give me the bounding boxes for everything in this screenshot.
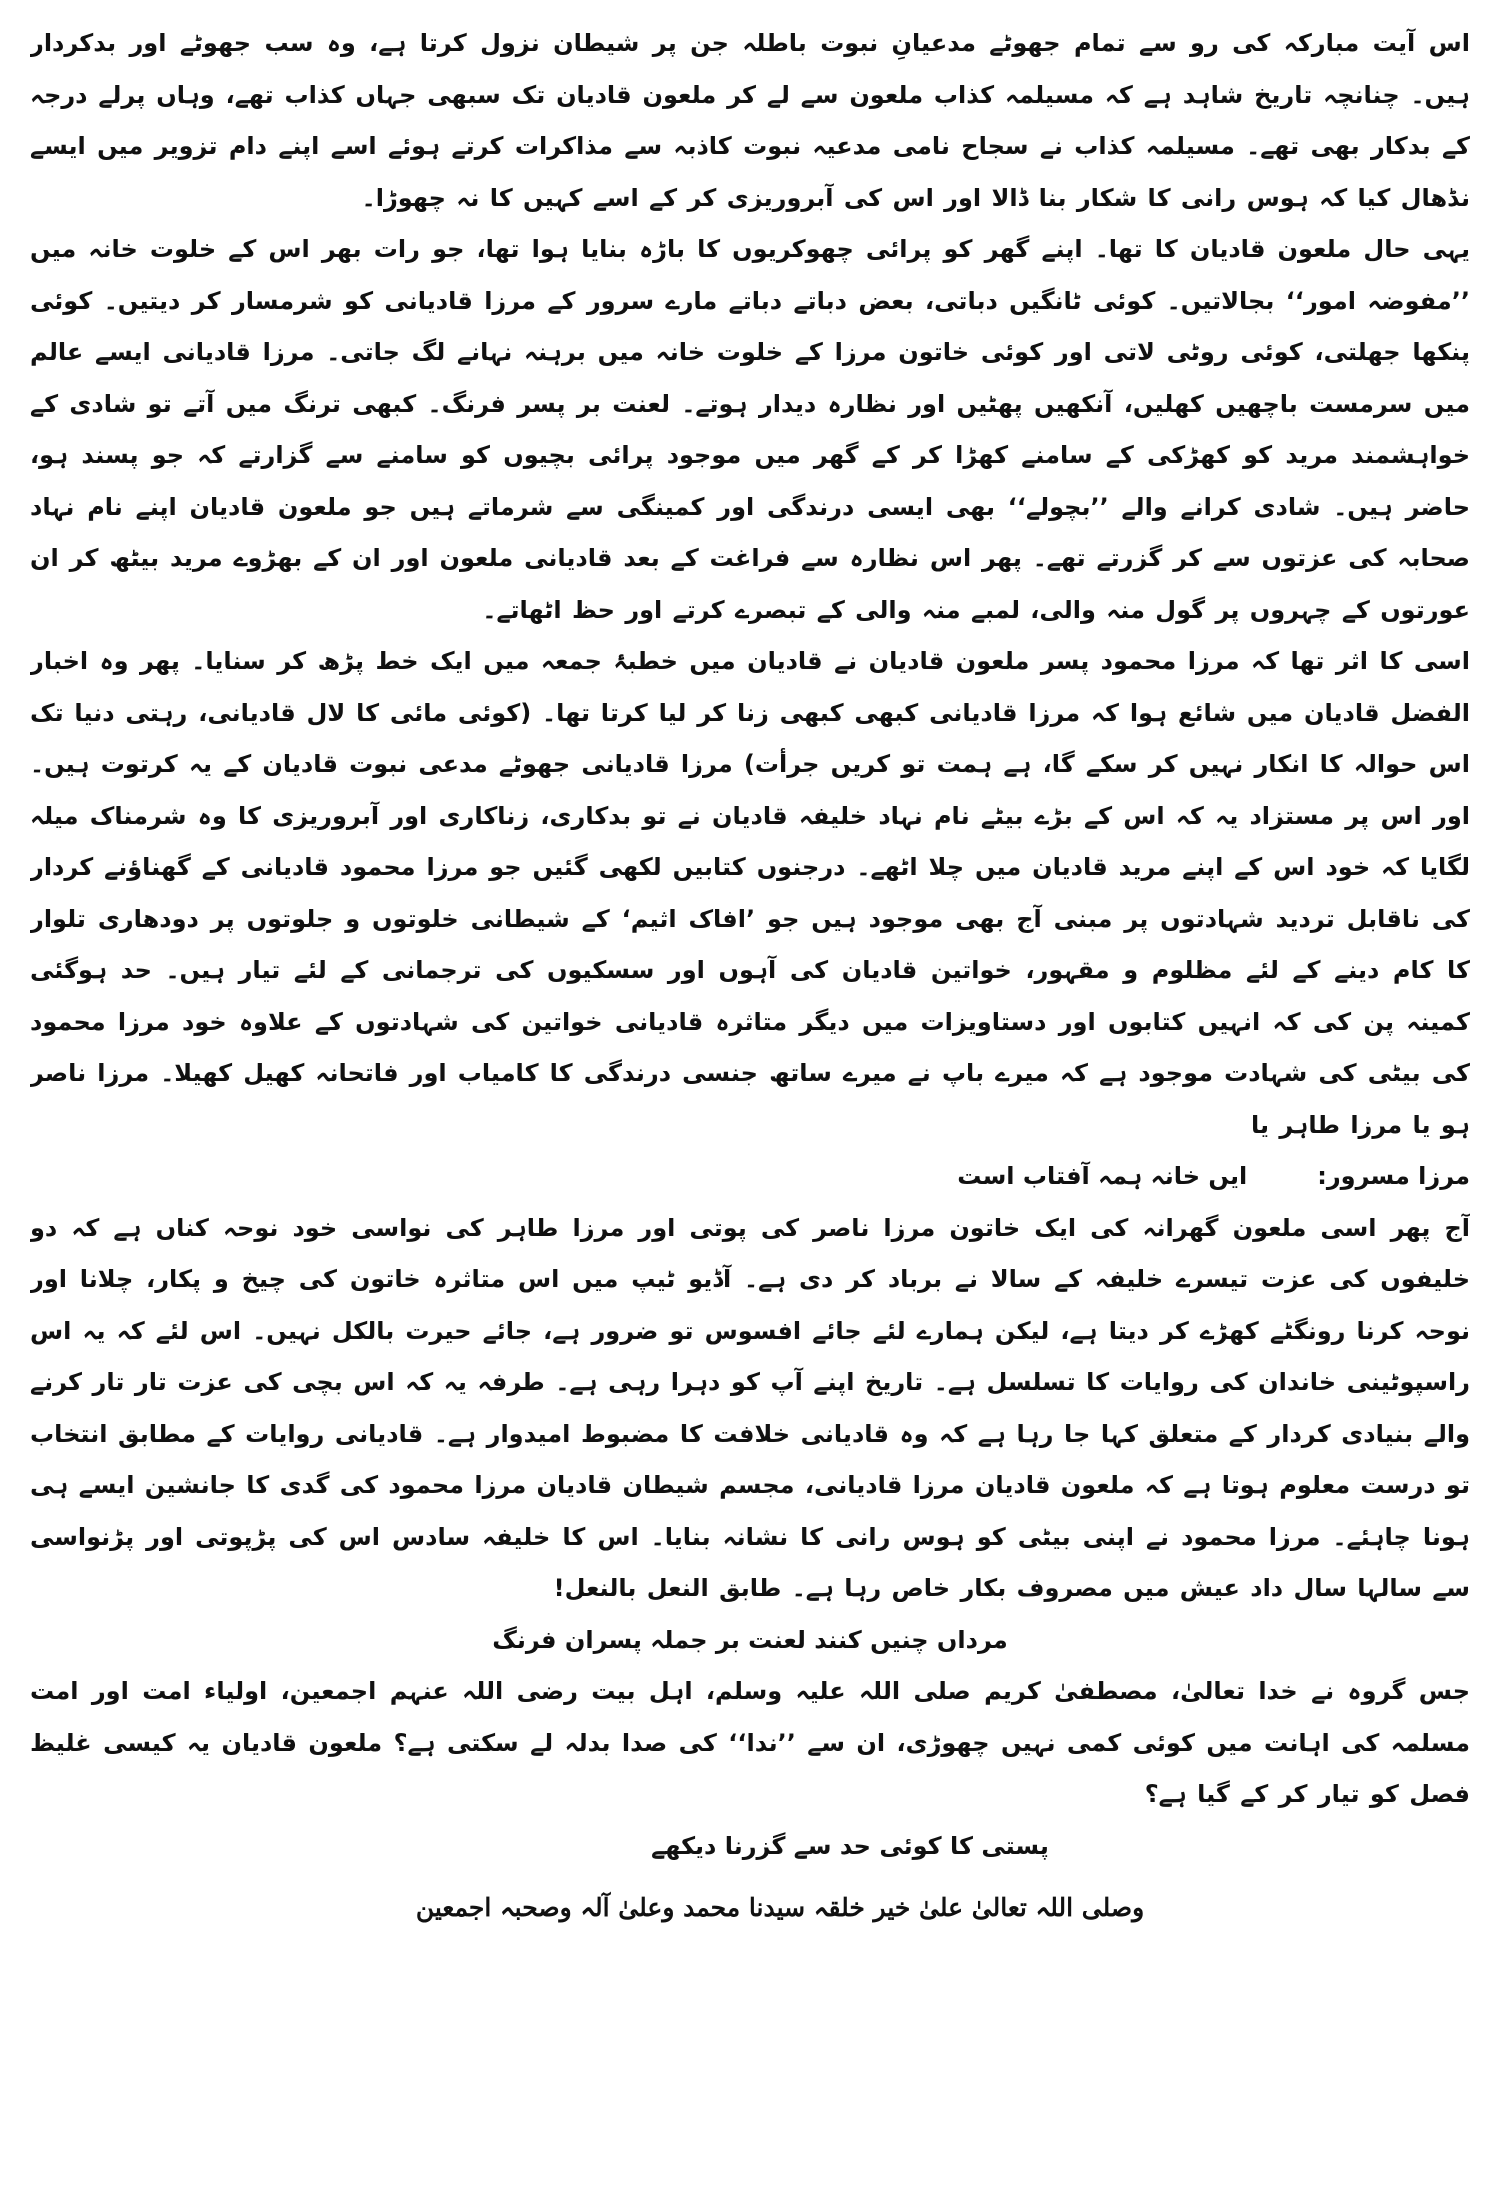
paragraph-5: جس گروہ نے خدا تعالیٰ، مصطفیٰ کریم صلی اللہ علیہ وسلم، اہل بیت رضی اللہ عنہم اجمعین، اولیاء امت اور امت مسلمہ کی اہانت میں کوئی کمی نہیں چھوڑی، ان سے ’’ندا‘‘ کی صدا بدلہ لے سکتی ہے؟ ملعون قادیان یہ کیسی غلیظ فصل کو تیار کر کے گیا ہے؟ (30, 1677, 1470, 1808)
paragraph-2: یہی حال ملعون قادیان کا تھا۔ اپنے گھر کو پرائی چھوکریوں کا باڑہ بنایا ہوا تھا، جو رات بھر اس کے خلوت خانہ میں ’’مفوضہ امور‘‘ بجالاتیں۔ کوئی ٹانگیں دباتی، بعض دباتے دباتے مارے سرور کے مرزا قادیانی کو شرمسار کر دیتیں۔ کوئی پنکھا جھلتی، کوئی روٹی لاتی اور کوئی خاتون مرزا کے خلوت خانہ میں برہنہ نہانے لگ جاتی۔ مرزا قادیانی ایسے عالم میں سرمست باچھیں کھلیں، آنکھیں پھٹیں اور نظارہ دیدار ہوتے۔ لعنت بر پسر فرنگ۔ کبھی ترنگ میں آتے تو شادی کے خواہشمند مرید کو کھڑکی کے سامنے کھڑا کر کے گھر میں موجود پرائی بچیوں کو سامنے سے گزارتے کہ جو پسند ہو، حاضر ہیں۔ شادی کرانے والے ’’بچولے‘‘ بھی ایسی درندگی اور کمینگی سے شرماتے ہیں جو ملعون قادیان اپنے نام نہاد صحابہ کی عزتوں سے کر گزرتے تھے۔ پھر اس نظارہ سے فراغت کے بعد قادیانی ملعون اور ان کے بھڑوے مرید بیٹھ کر ان عورتوں کے چہروں پر گول منہ والی، لمبے منہ والی کے تبصرے کرتے اور حظ اٹھاتے۔ (30, 235, 1470, 624)
rubric-name: مرزا مسرور: (1317, 1162, 1470, 1190)
rubric-phrase: ایں خانہ ہمہ آفتاب است (957, 1162, 1248, 1190)
paragraph-1: اس آیت مبارکہ کی رو سے تمام جھوٹے مدعیانِ نبوت باطلہ جن پر شیطان نزول کرتا ہے، وہ سب جھوٹے اور بدکردار ہیں۔ چنانچہ تاریخ شاہد ہے کہ مسیلمہ کذاب ملعون سے لے کر ملعون قادیان تک سبھی جہاں کذاب تھے، وہاں پرلے درجہ کے بدکار بھی تھے۔ مسیلمہ کذاب نے سجاح نامی مدعیہ نبوت کاذبہ سے مذاکرات کرتے ہوئے اسے اپنے دام تزویر میں ایسے نڈھال کیا کہ ہوس رانی کا شکار بنا ڈالا اور اس کی آبروریزی کر کے اسے کہیں کا نہ چھوڑا۔ (30, 29, 1470, 212)
article-page (30, 18, 1470, 2178)
persian-verse: مرداں چنیں کنند لعنت بر جملہ پسران فرنگ (492, 1625, 1008, 1654)
urdu-verse: پستی کا کوئی حد سے گزرنا دیکھے (651, 1831, 1049, 1860)
closing-salutation: وصلی اللہ تعالیٰ علیٰ خیر خلقہ سیدنا محمد وعلیٰ آلہ وصحبہ اجمعین (415, 1893, 1145, 1922)
paragraph-3: اسی کا اثر تھا کہ مرزا محمود پسر ملعون قادیان نے قادیان میں خطبۂ جمعہ میں ایک خط پڑھ کر سنایا۔ پھر وہ اخبار الفضل قادیان میں شائع ہوا کہ مرزا قادیانی کبھی کبھی زنا کر لیا کرتا تھا۔ (کوئی مائی کا لال قادیانی، رہتی دنیا تک اس حوالہ کا انکار نہیں کر سکے گا، ہے ہمت تو کریں جرأت) مرزا قادیانی جھوٹے مدعی نبوت قادیان کے یہ کرتوت ہیں۔ اور اس پر مستزاد یہ کہ اس کے بڑے بیٹے نام نہاد خلیفہ قادیان نے تو بدکاری، زناکاری اور آبروریزی کا وہ شرمناک میلہ لگایا کہ خود اس کے اپنے مرید قادیان میں چلا اٹھے۔ درجنوں کتابیں لکھی گئیں جو مرزا محمود قادیانی کے گھناؤنے کردار کی ناقابل تردید شہادتوں پر مبنی آج بھی موجود ہیں جو ’افاک اثیم‘ کے شیطانی خلوتوں و جلوتوں پر دودھاری تلوار کا کام دینے کے لئے مظلوم و مقہور، خواتین قادیان کی آہوں اور سسکیوں کی ترجمانی کے لئے تیار ہیں۔ حد ہوگئی کمینہ پن کی کہ انہیں کتابوں اور دستاویزات میں دیگر متاثرہ قادیانی خواتین کی شہادتوں کے علاوہ خود مرزا محمود کی بیٹی کی شہادت موجود ہے کہ میرے باپ نے میرے ساتھ جنسی درندگی کا کامیاب اور فاتحانہ کھیل کھیلا۔ مرزا ناصر ہو یا مرزا طاہر یا (30, 647, 1470, 1139)
rubric-line (30, 1151, 1470, 1203)
paragraph-4: آج پھر اسی ملعون گھرانہ کی ایک خاتون مرزا ناصر کی پوتی اور مرزا طاہر کی نواسی خود نوحہ کناں ہے کہ دو خلیفوں کی عزت تیسرے خلیفہ کے سالا نے برباد کر دی ہے۔ آڈیو ٹیپ میں اس متاثرہ خاتون کی چیخ و پکار، چلانا اور نوحہ کرنا رونگٹے کھڑے کر دیتا ہے، لیکن ہمارے لئے جائے افسوس تو ضرور ہے، جائے حیرت بالکل نہیں۔ اس لئے کہ یہ اس راسپوٹینی خاندان کی روایات کا تسلسل ہے۔ تاریخ اپنے آپ کو دہرا رہی ہے۔ طرفہ یہ کہ اس بچی کی عزت تار تار کرنے والے بنیادی کردار کے متعلق کہا جا رہا ہے کہ وہ قادیانی خلافت کا مضبوط امیدوار ہے۔ قادیانی روایات کے مطابق انتخاب تو درست معلوم ہوتا ہے کہ ملعون قادیان مرزا قادیانی، مجسم شیطان قادیان مرزا محمود کی گدی کا جانشین ایسے ہی ہونا چاہئے۔ مرزا محمود نے اپنی بیٹی کو ہوس رانی کا نشانہ بنایا۔ اس کا خلیفہ سادس اس کی پڑپوتی اور پڑنواسی سے سالہا سال داد عیش میں مصروف بکار خاص رہا ہے۔ طابق النعل بالنعل! (30, 1213, 1470, 1602)
